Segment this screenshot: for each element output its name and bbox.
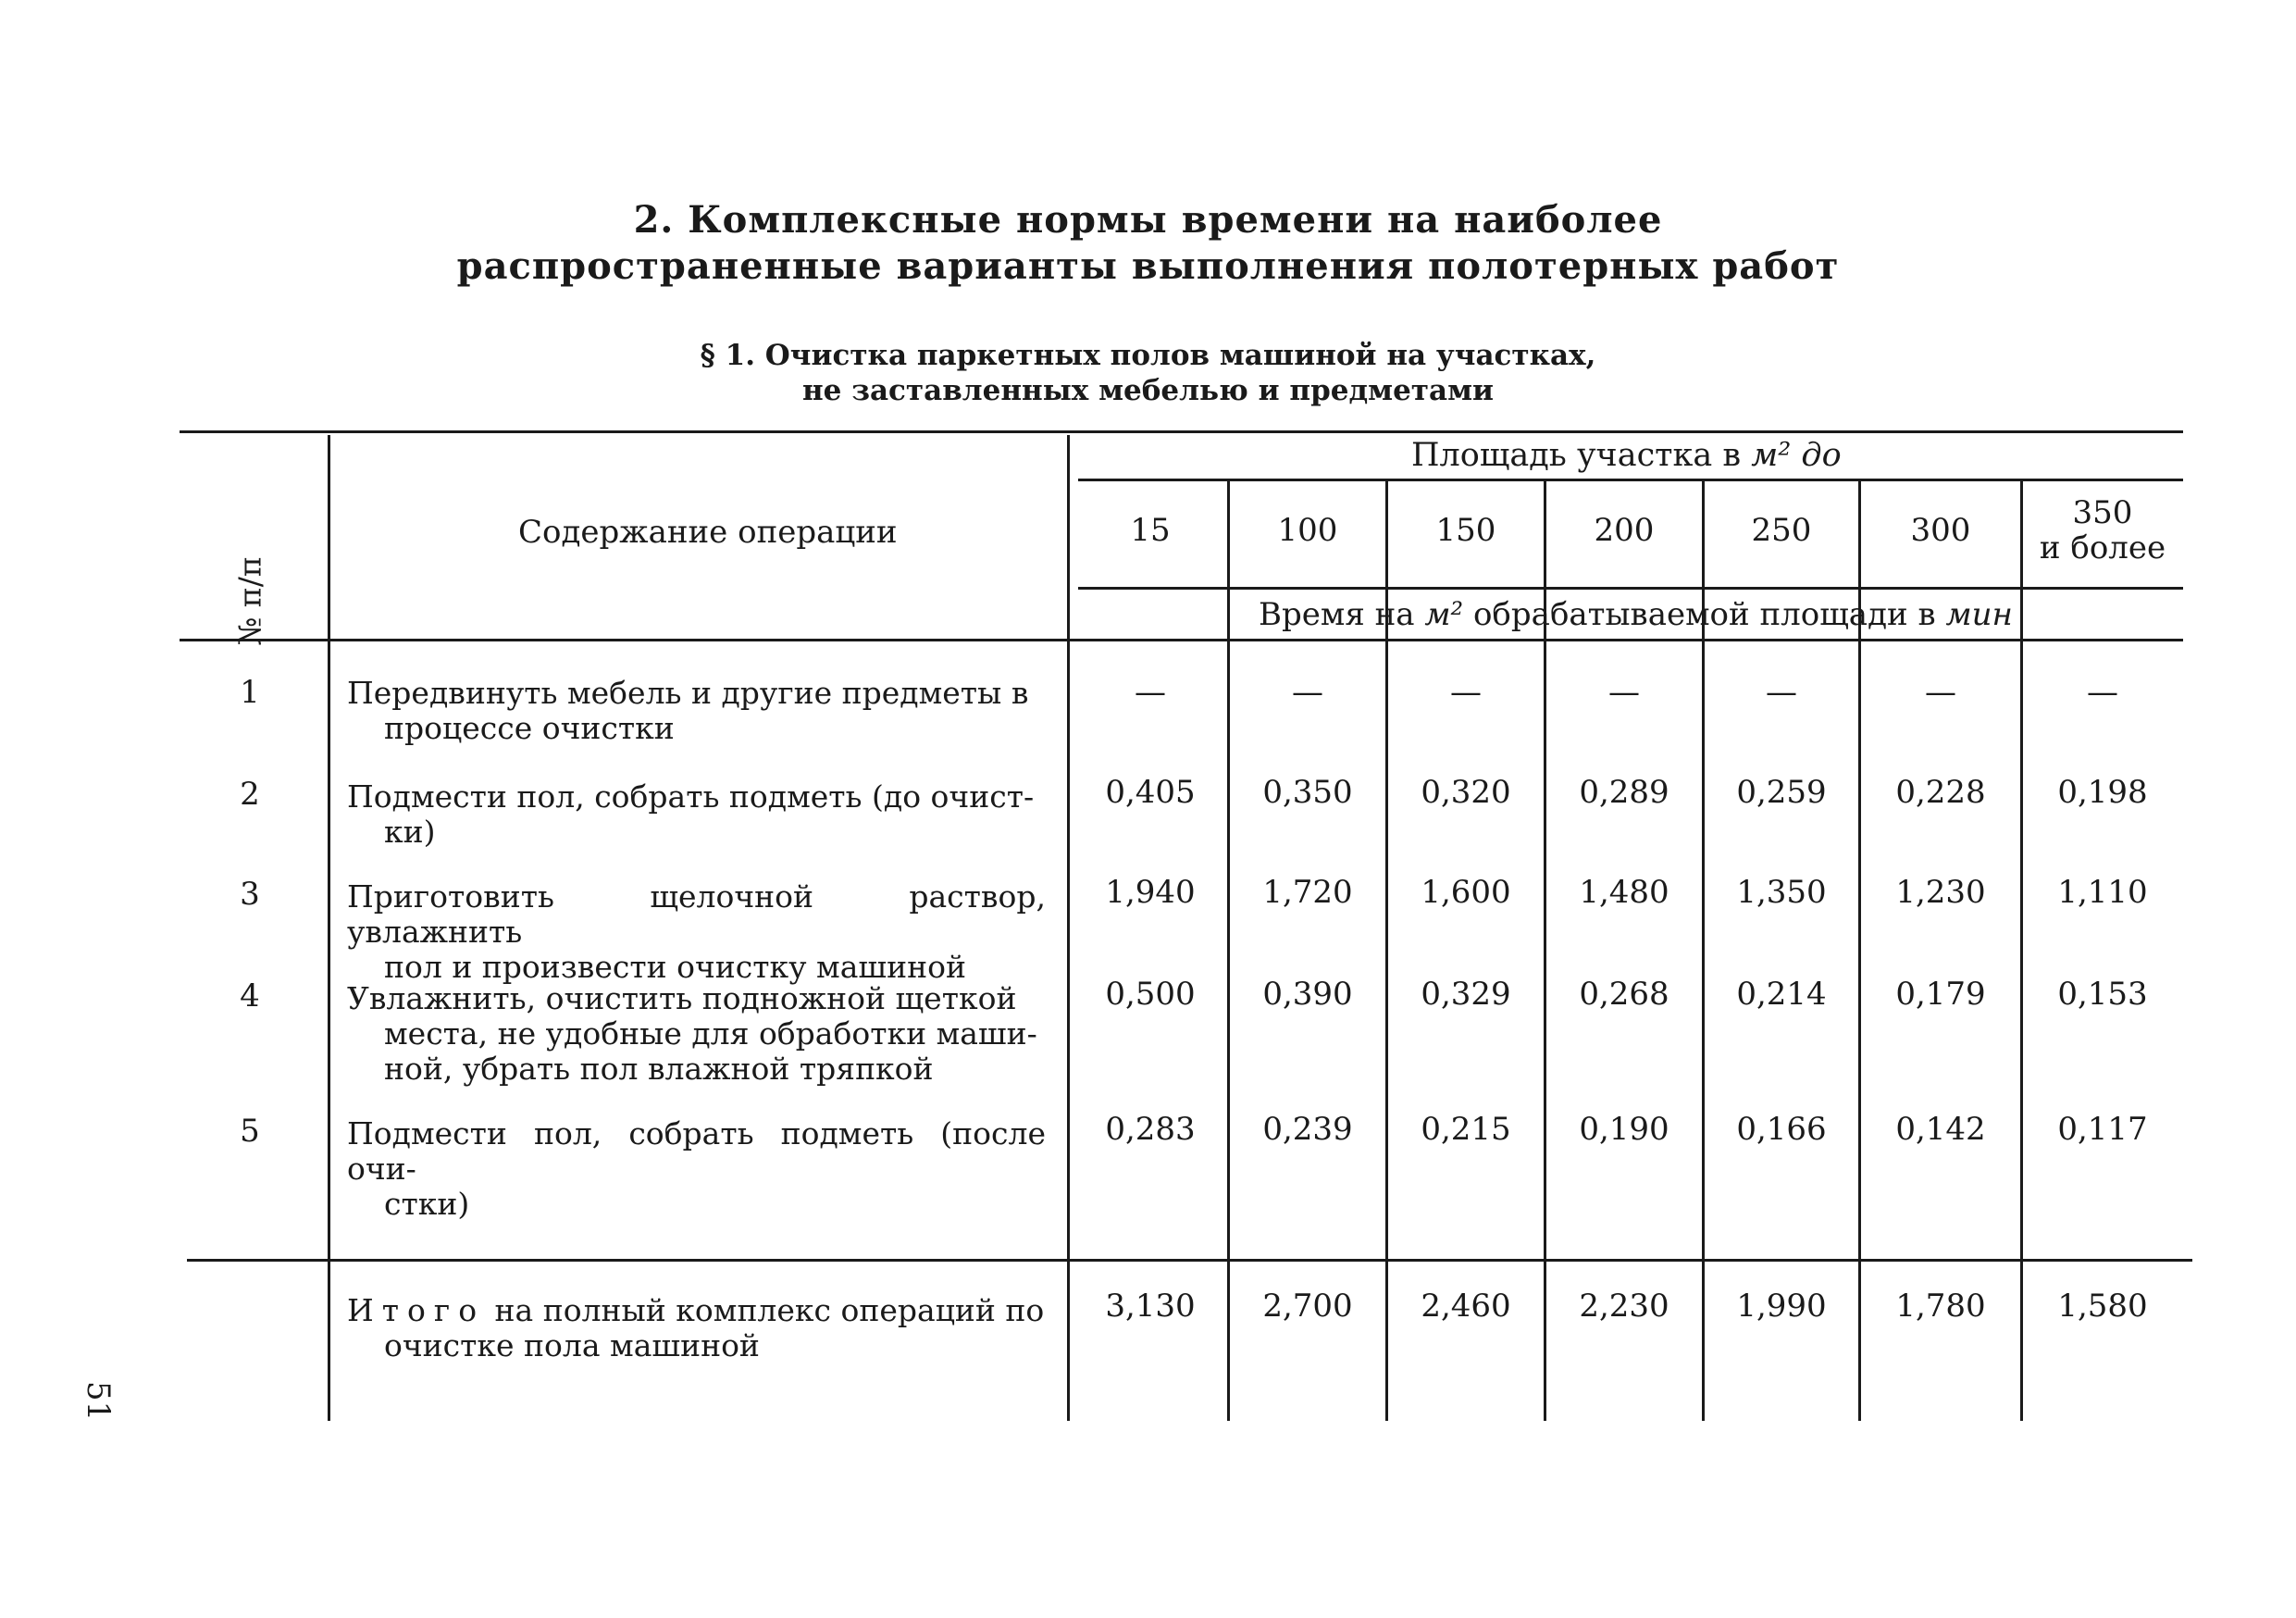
value-cell: 0,198 — [2057, 774, 2148, 811]
value-cell: 0,268 — [1579, 976, 1669, 1013]
value-cell: 0,350 — [1262, 774, 1353, 811]
time-header: Время на м² обрабатываемой площади в мин — [1259, 596, 2013, 633]
value-cell: 0,405 — [1105, 774, 1196, 811]
value-cell: 0,289 — [1579, 774, 1669, 811]
operation-text: Подмести пол, собрать подметь (после очи- стки) — [347, 1115, 1046, 1222]
operation-text: Подмести пол, собрать подметь (до очист- ки) — [347, 778, 1035, 850]
value-cell: — — [2087, 674, 2118, 711]
value-cell: 1,110 — [2057, 874, 2148, 911]
value-cell: — — [1135, 674, 1166, 711]
column-header-300: 300 — [1910, 512, 1971, 549]
value-cell: 1,720 — [1262, 874, 1353, 911]
value-cell: — — [1450, 674, 1482, 711]
col-rule-1 — [1227, 481, 1230, 1421]
value-cell: 0,390 — [1262, 976, 1353, 1013]
value-cell: 0,179 — [1895, 976, 1986, 1013]
value-cell: 0,329 — [1421, 976, 1511, 1013]
value-cell: — — [1925, 674, 1956, 711]
row-number: 5 — [240, 1113, 260, 1150]
column-header-150: 150 — [1435, 512, 1496, 549]
value-cell: 1,480 — [1579, 874, 1669, 911]
total-value-cell: 1,780 — [1895, 1288, 1986, 1325]
value-cell: 0,214 — [1736, 976, 1827, 1013]
total-value-cell: 2,460 — [1421, 1288, 1511, 1325]
row-number: 4 — [240, 977, 260, 1014]
section-title-line-2: не заставленных мебелью и предметами — [801, 374, 1495, 407]
operation-column-rule — [1067, 435, 1070, 1421]
value-cell: 0,142 — [1895, 1111, 1986, 1148]
total-operation-text: Итого на полный комплекс операций по очистке пола машиной — [347, 1292, 1045, 1363]
column-header-200: 200 — [1594, 512, 1655, 549]
value-cell: 0,117 — [2057, 1111, 2148, 1148]
operation-text: Передвинуть мебель и другие предметы в процессе очистки — [347, 675, 1029, 746]
value-cell: 0,320 — [1421, 774, 1511, 811]
header-bottom-rule — [180, 639, 2183, 641]
total-value-cell: 1,580 — [2057, 1288, 2148, 1325]
value-cell: 1,350 — [1736, 874, 1827, 911]
value-cell: 0,215 — [1421, 1111, 1511, 1148]
section-title-line-1: § 1. Очистка паркетных полов машиной на участках, — [700, 339, 1596, 372]
row-number: 3 — [240, 876, 260, 913]
value-cell: — — [1608, 674, 1640, 711]
column-header-100: 100 — [1277, 512, 1338, 549]
value-cell: 0,228 — [1895, 774, 1986, 811]
rownum-column-rule — [328, 435, 330, 1421]
total-value-cell: 2,700 — [1262, 1288, 1353, 1325]
page-title-line-1: 2. Комплексные нормы времени на наиболее — [633, 198, 1663, 242]
value-cell: — — [1766, 674, 1797, 711]
value-cell: 0,166 — [1736, 1111, 1827, 1148]
columns-rule — [1078, 587, 2183, 590]
total-value-cell: 1,990 — [1736, 1288, 1827, 1325]
operation-text: Увлажнить, очистить подножной щеткой места, не удобные для обработки маши- ной, убрать пол влажной тряпкой — [347, 980, 1037, 1087]
value-cell: 0,500 — [1105, 976, 1196, 1013]
area-header-rule — [1078, 479, 2183, 481]
value-cell: 1,230 — [1895, 874, 1986, 911]
col-rule-6 — [2020, 481, 2023, 1421]
row-number: 1 — [240, 674, 260, 711]
value-cell: 0,153 — [2057, 976, 2148, 1013]
value-cell: 0,283 — [1105, 1111, 1196, 1148]
operation-text: Приготовить щелочной раствор, увлажнить пол и произвести очистку машиной — [347, 878, 1046, 985]
column-header-250: 250 — [1751, 512, 1812, 549]
page-title-line-2: распространенные варианты выполнения полотерных работ — [456, 244, 1840, 288]
total-separator-rule — [187, 1259, 2192, 1262]
area-header: Площадь участка в м² до — [1411, 437, 1842, 474]
page-number: 51 — [80, 1381, 117, 1422]
value-cell: 1,600 — [1421, 874, 1511, 911]
column-header-15: 15 — [1130, 512, 1171, 549]
value-cell: — — [1292, 674, 1323, 711]
row-number: 2 — [240, 776, 260, 813]
total-value-cell: 2,230 — [1579, 1288, 1669, 1325]
value-cell: 0,239 — [1262, 1111, 1353, 1148]
value-cell: 0,190 — [1579, 1111, 1669, 1148]
value-cell: 1,940 — [1105, 874, 1196, 911]
operation-header: Содержание операции — [518, 514, 898, 551]
total-value-cell: 3,130 — [1105, 1288, 1196, 1325]
column-header-350-more: 350 и более — [2039, 494, 2166, 566]
table-top-rule — [180, 430, 2183, 433]
value-cell: 0,259 — [1736, 774, 1827, 811]
